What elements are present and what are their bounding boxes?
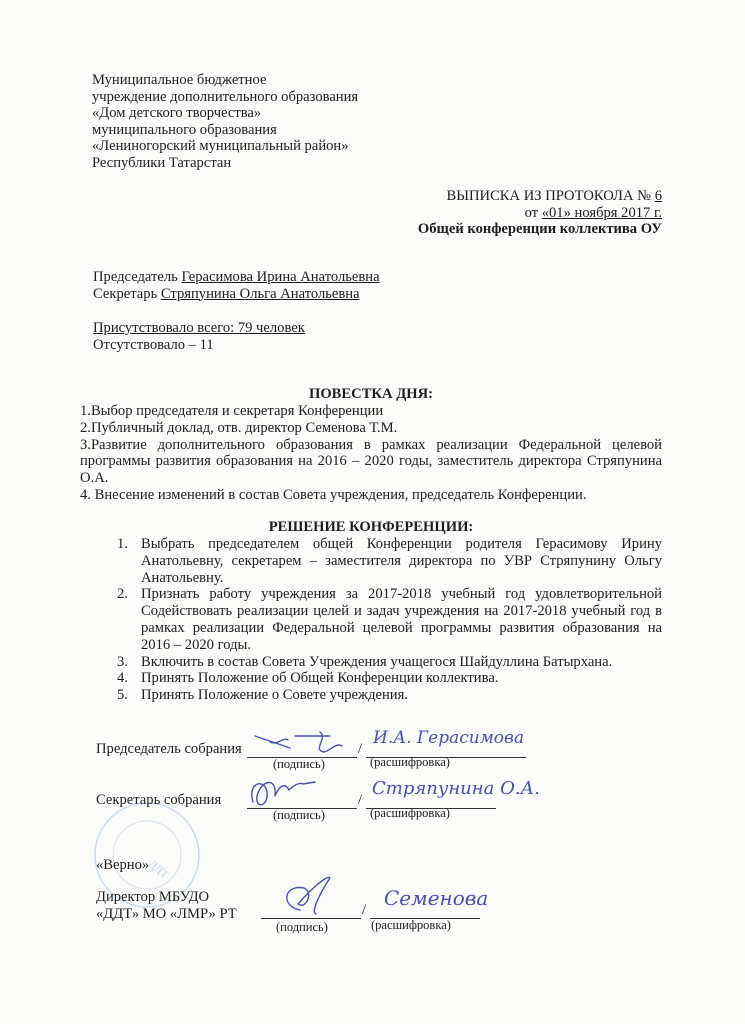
org-line: Муниципальное бюджетное — [92, 72, 267, 88]
svg-text:ДДТ: ДДТ — [145, 857, 171, 882]
agenda-item: 3.Развитие дополнительного образования в рамках реализации Федеральной целевой программы развития образования на 2016 – 2020 годы, заместитель директора Стряпунина О.А. — [80, 436, 662, 487]
protocol-date: от «01» ноября 2017 г. — [524, 204, 662, 221]
chair-row: Председатель Герасимова Ирина Анатольевна — [93, 269, 380, 285]
protocol-number: 6 — [654, 188, 662, 204]
signature-caption: (подпись) — [276, 920, 328, 934]
org-line: «Дом детского творчества» — [92, 105, 262, 122]
decision-list — [117, 536, 662, 704]
org-line: Республики Татарстан — [92, 154, 232, 171]
separator: / — [358, 792, 363, 808]
director-label: Директор МБУДО «ДДТ» МО «ЛМР» РТ — [96, 889, 237, 922]
protocol-subtitle: Общей конференции коллектива ОУ — [417, 221, 662, 238]
separator: / — [358, 741, 363, 757]
decision-item: 5. Принять Положение о Совете учреждения. — [117, 687, 408, 704]
org-line: «Лениногорский муниципальный район» — [92, 138, 349, 155]
document-title — [418, 188, 662, 238]
signature-caption: (подпись) — [273, 757, 325, 771]
chair-name: Герасимова Ирина Анатольевна — [181, 269, 380, 285]
separator: / — [362, 902, 367, 918]
attendance — [93, 320, 305, 353]
organization-header — [92, 72, 358, 172]
secretary-name: Стряпунина Ольга Анатольевна — [160, 285, 360, 302]
agenda-list — [80, 403, 662, 504]
decision-item: 2. Признать работу учреждения за 2017-2018 учебный год удовлетворительной Содействовать реализации целей и задач учреждения на 2017-2018 учебный год в рамках реализации Федеральной целевой программы развития образования на 2016 – 2020 годы. — [117, 586, 662, 653]
org-line: муниципального образования — [92, 121, 277, 138]
decoding-caption: (расшифровка) — [370, 755, 450, 769]
absent-count: Отсутствовало – 11 — [93, 336, 214, 353]
org-line: учреждение дополнительного образования — [92, 88, 359, 105]
decoding-caption: (расшифровка) — [370, 806, 450, 820]
present-count: Присутствовало всего: 79 человек — [93, 320, 305, 336]
agenda-heading: ПОВЕСТКА ДНЯ: — [308, 386, 433, 402]
agenda-item: 4. Внесение изменений в состав Совета учреждения, председатель Конференции. — [80, 486, 587, 503]
chair-signature — [250, 728, 363, 760]
agenda-item: 1.Выбор председателя и секретаря Конференции — [80, 403, 384, 419]
chair-signature-label: Председатель собрания — [96, 741, 242, 757]
director-handwritten-name: Семенова — [384, 886, 489, 910]
decision-item: 4. Принять Положение об Общей Конференции коллектива. — [117, 670, 499, 687]
decision-item: 3. Включить в состав Совета Учреждения учащегося Шайдуллина Батырхана. — [117, 653, 613, 670]
chair-handwritten-name: И.А. Герасимова — [373, 728, 525, 748]
protocol-title: ВЫПИСКА ИЗ ПРОТОКОЛА № 6 — [446, 188, 662, 204]
agenda-item: 2.Публичный доклад, отв. директор Семенова Т.М. — [80, 419, 398, 436]
decision-item: 1. Выбрать председателем общей Конференции родителя Герасимову Ирину Анатольевну, секретарем – заместителя директора по УВР Стряпунину Ольгу Анатольевну. — [117, 536, 662, 586]
secretary-row: Секретарь Стряпунина Ольга Анатольевна — [93, 285, 360, 302]
secretary-signature-label: Секретарь собрания — [96, 792, 222, 808]
secretary-handwritten-name: Стряпунина О.А. — [372, 778, 540, 799]
director-signature — [270, 870, 350, 922]
officers — [93, 269, 380, 302]
decision-heading: РЕШЕНИЕ КОНФЕРЕНЦИИ: — [268, 519, 474, 535]
signature-caption: (подпись) — [273, 808, 325, 822]
decoding-caption: (расшифровка) — [371, 918, 451, 932]
verified-label: «Верно» — [96, 857, 150, 873]
